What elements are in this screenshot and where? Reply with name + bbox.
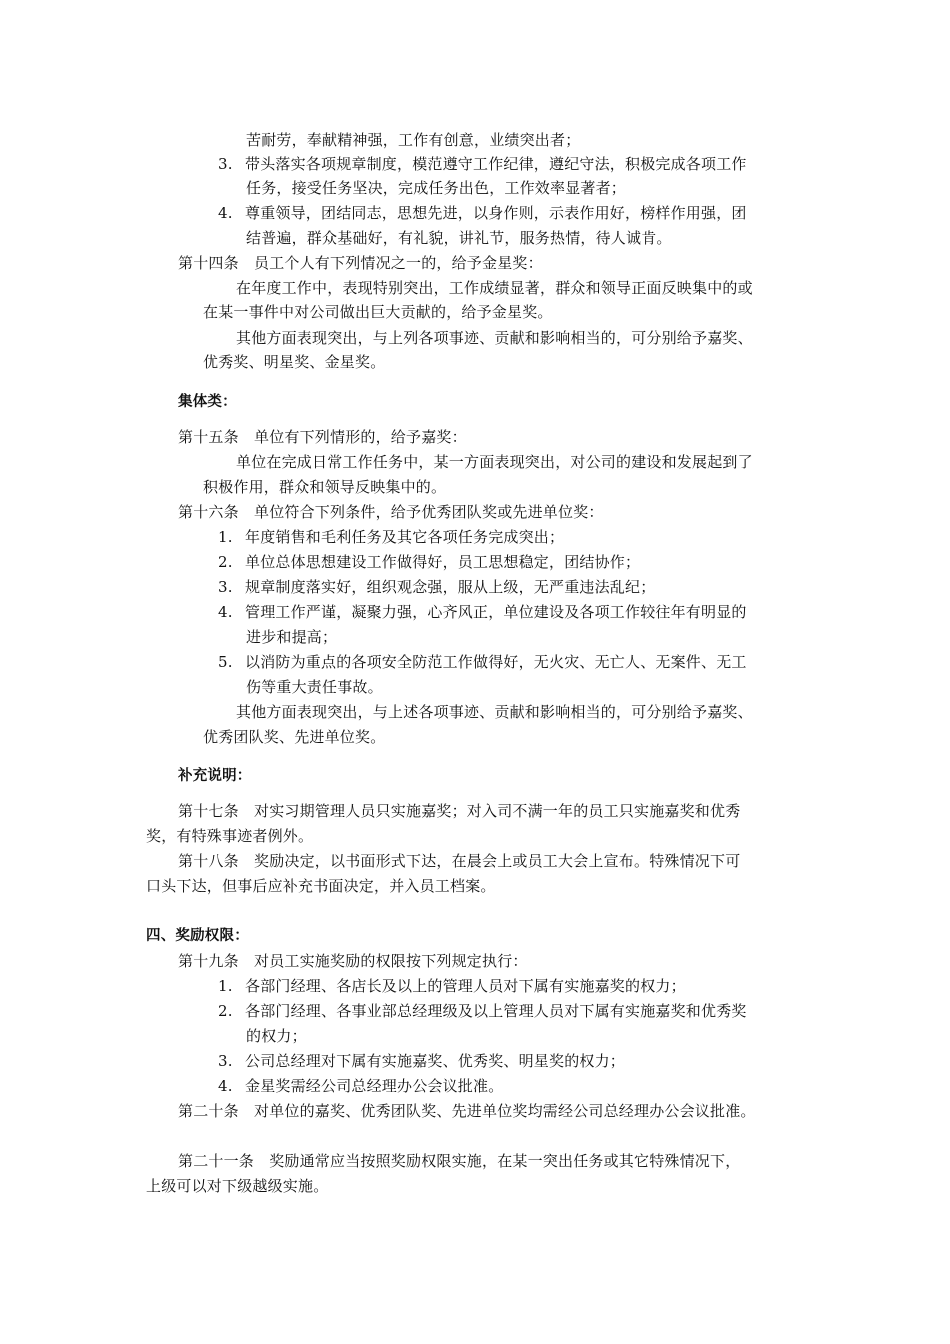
list-item: [218, 1001, 747, 1021]
list-item-continuation: 结普遍，群众基础好，有礼貌，讲礼节，服务热情，待人诚肯。: [246, 229, 672, 247]
paragraph: 单位在完成日常工作任务中，某一方面表现突出，对公司的建设和发展起到了: [236, 453, 753, 471]
article-15-title: 第十五条 单位有下列情形的，给予嘉奖：: [178, 428, 467, 446]
paragraph: 其他方面表现突出，与上述各项事迹、贡献和影响相当的，可分别给予嘉奖、: [236, 703, 753, 721]
article-20: 第二十条 对单位的嘉奖、优秀团队奖、先进单位奖均需经公司总经理办公会议批准。: [178, 1102, 756, 1120]
list-number: 3.: [218, 578, 233, 596]
list-item: [218, 552, 640, 572]
list-item: [218, 652, 747, 672]
list-item-continuation: 伤等重大责任事故。: [246, 678, 383, 696]
list-number: 4.: [218, 204, 233, 222]
list-number: 1.: [218, 977, 233, 995]
article-17: 第十七条 对实习期管理人员只实施嘉奖；对入司不满一年的员工只实施嘉奖和优秀: [178, 802, 741, 820]
list-text: 管理工作严谨，凝聚力强，心齐风正，单位建设及各项工作较往年有明显的: [245, 603, 747, 621]
article-16-title: 第十六条 单位符合下列条件，给予优秀团队奖或先进单位奖：: [178, 503, 604, 521]
article-17-continuation: 奖，有特殊事迹者例外。: [146, 827, 314, 845]
list-text: 金星奖需经公司总经理办公会议批准。: [245, 1077, 504, 1095]
paragraph: 在某一事件中对公司做出巨大贡献的，给予金星奖。: [203, 303, 553, 321]
list-text: 公司总经理对下属有实施嘉奖、优秀奖、明星奖的权力；: [245, 1052, 626, 1070]
section-heading-4: 四、奖励权限：: [146, 928, 249, 944]
list-item: [218, 976, 686, 996]
list-item: [218, 1076, 503, 1096]
section-heading-supplement: 补充说明：: [178, 768, 252, 784]
article-19-title: 第十九条 对员工实施奖励的权限按下列规定执行：: [178, 952, 528, 970]
paragraph: 优秀奖、明星奖、金星奖。: [203, 353, 386, 371]
list-text: 各部门经理、各店长及以上的管理人员对下属有实施嘉奖的权力；: [245, 977, 686, 995]
article-18-continuation: 口头下达，但事后应补充书面决定，并入员工档案。: [146, 877, 496, 895]
list-number: 1.: [218, 528, 233, 546]
list-item-continuation: 苦耐劳，奉献精神强，工作有创意，业绩突出者；: [246, 131, 581, 149]
list-text: 各部门经理、各事业部总经理级及以上管理人员对下属有实施嘉奖和优秀奖: [245, 1002, 747, 1020]
list-item: [218, 203, 747, 223]
list-number: 3.: [218, 155, 233, 173]
list-item: [218, 527, 564, 547]
paragraph: 其他方面表现突出，与上列各项事迹、贡献和影响相当的，可分别给予嘉奖、: [236, 329, 753, 347]
list-item: [218, 154, 747, 174]
list-item: [218, 577, 655, 597]
article-14-title: 第十四条 员工个人有下列情况之一的，给予金星奖：: [178, 254, 543, 272]
list-text: 尊重领导，团结同志，思想先进，以身作则，示表作用好，榜样作用强，团: [245, 204, 747, 222]
list-number: 4.: [218, 603, 233, 621]
list-text: 单位总体思想建设工作做得好，员工思想稳定，团结协作；: [245, 553, 641, 571]
article-21: 第二十一条 奖励通常应当按照奖励权限实施，在某一突出任务或其它特殊情况下，: [178, 1152, 741, 1170]
article-21-continuation: 上级可以对下级越级实施。: [146, 1177, 329, 1195]
section-heading-collective: 集体类：: [178, 394, 237, 410]
list-text: 带头落实各项规章制度，模范遵守工作纪律，遵纪守法，积极完成各项工作: [245, 155, 747, 173]
paragraph: 积极作用，群众和领导反映集中的。: [203, 478, 447, 496]
list-number: 4.: [218, 1077, 233, 1095]
list-text: 以消防为重点的各项安全防范工作做得好，无火灾、无亡人、无案件、无工: [245, 653, 747, 671]
paragraph: 在年度工作中，表现特别突出，工作成绩显著，群众和领导正面反映集中的或: [236, 279, 753, 297]
article-18: 第十八条 奖励决定，以书面形式下达，在晨会上或员工大会上宣布。特殊情况下可: [178, 852, 741, 870]
paragraph: 优秀团队奖、先进单位奖。: [203, 728, 386, 746]
list-number: 2.: [218, 553, 233, 571]
list-number: 2.: [218, 1002, 233, 1020]
list-text: 年度销售和毛利任务及其它各项任务完成突出；: [245, 528, 565, 546]
list-item: [218, 1051, 625, 1071]
list-item-continuation: 任务，接受任务坚决，完成任务出色，工作效率显著者；: [246, 179, 627, 197]
list-text: 规章制度落实好，组织观念强，服从上级，无严重违法乱纪；: [245, 578, 656, 596]
list-number: 5.: [218, 653, 233, 671]
list-number: 3.: [218, 1052, 233, 1070]
list-item: [218, 602, 747, 622]
list-item-continuation: 的权力；: [246, 1027, 307, 1045]
list-item-continuation: 进步和提高；: [246, 628, 338, 646]
